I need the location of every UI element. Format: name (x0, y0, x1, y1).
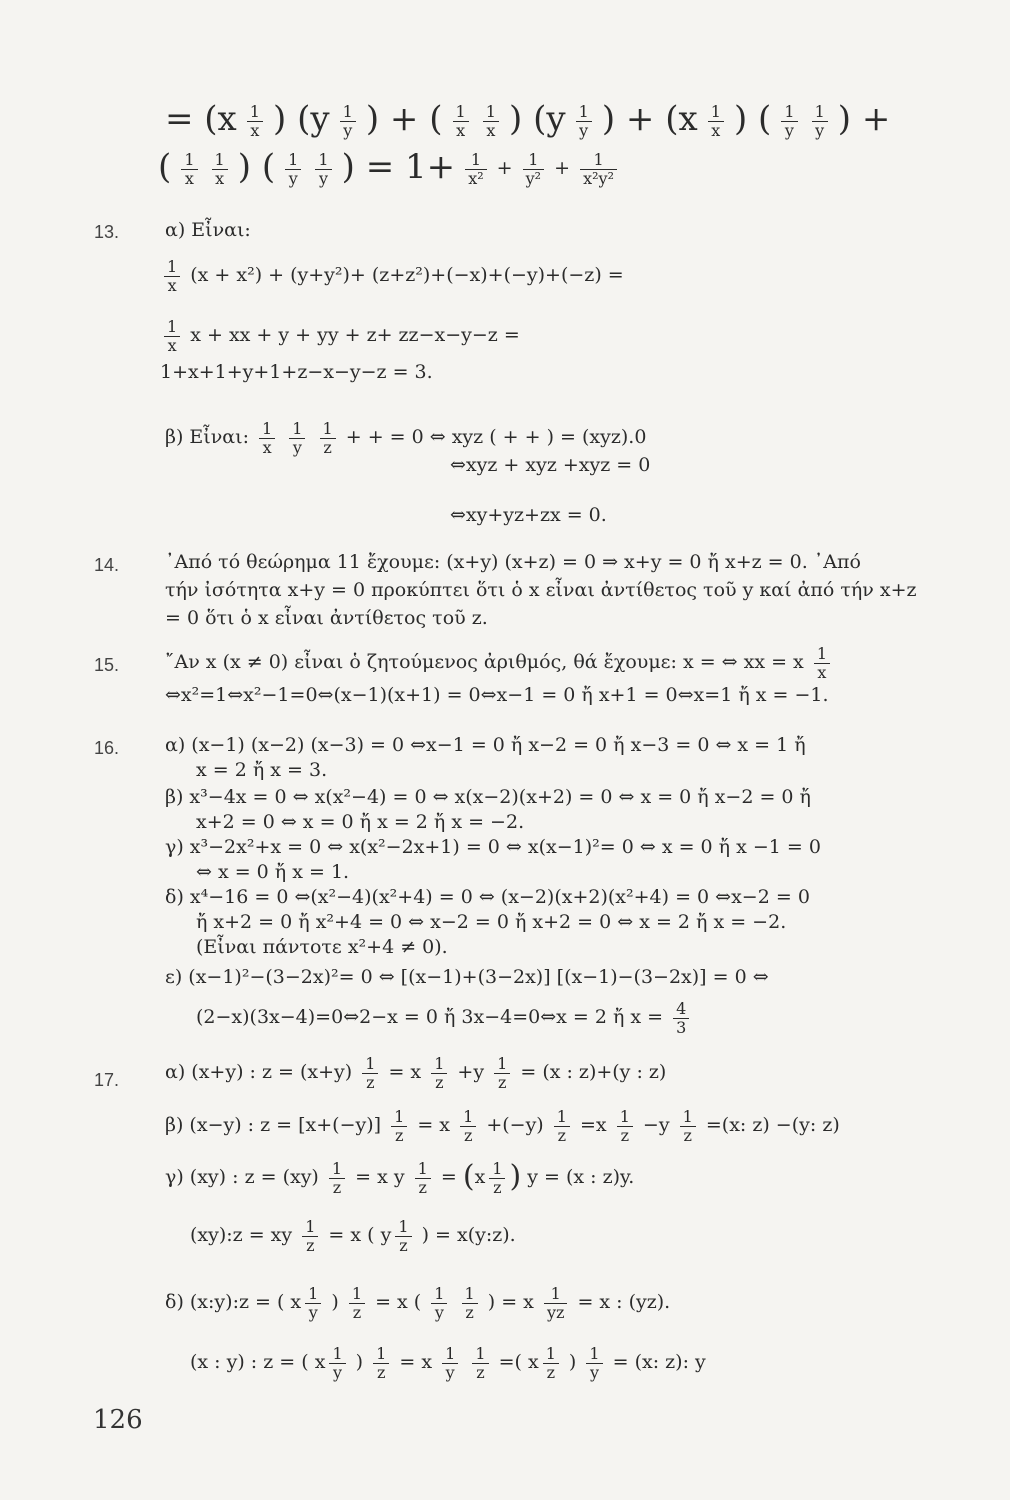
fraction: $\frac{1}{y}$ (340, 103, 356, 139)
fraction: $\frac{1}{y}$ (576, 103, 592, 139)
equation-line: = (x $\frac{1}{x}$ ) (y $\frac{1}{y}$ ) + ( $\frac{1}{x}$ $\frac{1}{x}$ ) (y $\frac{1}{y}$ ) + (x $\frac{1}{x}$ ) ( $\frac{1}{y}$ $\frac{1}{y}$ ) + (165, 99, 891, 140)
fraction: $\frac{1}{y}$ (781, 103, 797, 139)
equation-line: $\frac{1}{x}$ x + xx + y + yy + z+ zz−x−y−z = (160, 318, 520, 354)
part-label: α) Εἶναι: (165, 219, 251, 241)
equation-line: ⇔xy+yz+zx = 0. (450, 504, 607, 526)
equation-line: ε) (x−1)²−(3−2x)²= 0 ⇔ [(x−1)+(3−2x)] [(x−1)−(3−2x)] = 0 ⇔ (165, 966, 769, 988)
equation-line: x = 2 ἤ x = 3. (196, 759, 328, 781)
fraction: $\frac{1}{x}$ (212, 151, 228, 187)
equation-line: x+2 = 0 ⇔ x = 0 ἤ x = 2 ἤ x = −2. (196, 811, 525, 833)
equation-line: γ) x³−2x²+x = 0 ⇔ x(x²−2x+1) = 0 ⇔ x(x−1)²= 0 ⇔ x = 0 ἤ x −1 = 0 (165, 836, 821, 858)
equation-line: ( $\frac{1}{x}$ $\frac{1}{x}$ ) ( $\frac{1}{y}$ $\frac{1}{y}$ ) = 1+ $\frac{1}{\text{x²}}$ + $\frac{1}{\text{y²}}$ + $\frac{1}{\text{x²y²}}$ (158, 148, 621, 187)
equation-line: β) Εἶναι: $\frac{1}{x}$ $\frac{1}{y}$ $\frac{1}{z}$ + + = 0 ⇔ xyz ( + + ) = (xyz).0 (165, 419, 647, 457)
fraction: $\frac{1}{\text{x²}}$ (465, 151, 486, 187)
fraction: $\frac{1}{y}$ (315, 151, 331, 187)
problem-number: 16. (94, 738, 120, 758)
problem-number: 17. (94, 1070, 120, 1090)
equation-line: (xy):z = xy $\frac{1}{z}$ = x ( y $\frac{1}{z}$ ) = x(y:z). (190, 1217, 516, 1255)
problem-number: 15. (94, 655, 120, 675)
equation-line: ἤ x+2 = 0 ἤ x²+4 = 0 ⇔ x−2 = 0 ἤ x+2 = 0 ⇔ x = 2 ἤ x = −2. (196, 911, 787, 933)
fraction: $\frac{1}{x}$ (247, 103, 263, 139)
equation-line: ⇔x²=1⇔x²−1=0⇔(x−1)(x+1) = 0⇔x−1 = 0 ἤ x+1 = 0⇔x=1 ἤ x = −1. (165, 684, 829, 706)
equation-line: δ) (x:y):z = ( x $\frac{1}{y}$ ) $\frac{1}{z}$ = x ( $\frac{1}{y}$ $\frac{1}{z}$ ) = x $\frac{1}{yz}$ = x : (yz). (165, 1284, 671, 1322)
equation-line: γ) (xy) : z = (xy) $\frac{1}{z}$ = x y $\frac{1}{z}$ = (x $\frac{1}{z}$ ) y = (x : z)y. (165, 1159, 635, 1197)
equation-line: (Εἶναι πάντοτε x²+4 ≠ 0). (196, 936, 448, 958)
equation-line: α) (x−1) (x−2) (x−3) = 0 ⇔x−1 = 0 ἤ x−2 = 0 ἤ x−3 = 0 ⇔ x = 1 ἤ (165, 734, 806, 756)
fraction: $\frac{1}{y}$ (812, 103, 828, 139)
equation-line: β) x³−4x = 0 ⇔ x(x²−4) = 0 ⇔ x(x−2)(x+2) = 0 ⇔ x = 0 ἤ x−2 = 0 ἤ (165, 786, 811, 808)
fraction: $\frac{1}{x}$ (708, 103, 724, 139)
fraction: $\frac{1}{y}$ (285, 151, 301, 187)
equation-line: α) (x+y) : z = (x+y) $\frac{1}{z}$ = x $\frac{1}{z}$ +y $\frac{1}{z}$ = (x : z)+(y : z) (165, 1054, 667, 1092)
page-number: 126 (93, 1405, 143, 1435)
fraction: $\frac{1}{x}$ (181, 151, 197, 187)
text-line: = 0 ὅτι ὁ x εἶναι ἀντίθετος τοῦ z. (165, 607, 488, 629)
problem-number: 13. (94, 222, 120, 242)
equation-line: ⇔xyz + xyz +xyz = 0 (450, 454, 651, 476)
equation-line: $\frac{1}{x}$ (x + x²) + (y+y²)+ (z+z²)+(−x)+(−y)+(−z) = (160, 258, 624, 294)
equation-line: ῎Αν x (x ≠ 0) εἶναι ὁ ζητούμενος ἀριθμός, θά ἔχουμε: x = ⇔ xx = x $\frac{1}{x}$ (165, 645, 834, 681)
fraction: $\frac{1}{\text{x²y²}}$ (580, 151, 617, 187)
equation-line: (x : y) : z = ( x $\frac{1}{y}$ ) $\frac{1}{z}$ = x $\frac{1}{y}$ $\frac{1}{z}$ =( x $\frac{1}{z}$ ) $\frac{1}{y}$ = (x: z): y (190, 1344, 706, 1382)
fraction: $\frac{1}{\text{y²}}$ (523, 151, 544, 187)
fraction: $\frac{1}{x}$ (453, 103, 469, 139)
fraction: $\frac{1}{x}$ (483, 103, 499, 139)
text-line: τήν ἰσότητα x+y = 0 προκύπτει ὅτι ὁ x εἶναι ἀντίθετος τοῦ y καί ἀπό τήν x+z (165, 579, 917, 601)
problem-number: 14. (94, 555, 120, 575)
equation-line: δ) x⁴−16 = 0 ⇔(x²−4)(x²+4) = 0 ⇔ (x−2)(x+2)(x²+4) = 0 ⇔x−2 = 0 (165, 886, 810, 908)
equation-line: β) (x−y) : z = [x+(−y)] $\frac{1}{z}$ = x $\frac{1}{z}$ +(−y) $\frac{1}{z}$ =x $\frac{1}{z}$ −y $\frac{1}{z}$ =(x: z) −(y: z) (165, 1107, 840, 1145)
equation-line: (2−x)(3x−4)=0⇔2−x = 0 ἤ 3x−4=0⇔x = 2 ἤ x = $\frac{4}{3}$ (196, 1000, 693, 1036)
equation-line: ⇔ x = 0 ἤ x = 1. (196, 861, 350, 883)
equation-line: 1+x+1+y+1+z−x−y−z = 3. (160, 361, 433, 383)
text-line: ᾿Από τό θεώρημα 11 ἔχουμε: (x+y) (x+z) = 0 ⇒ x+y = 0 ἤ x+z = 0. ᾿Από (165, 551, 861, 573)
